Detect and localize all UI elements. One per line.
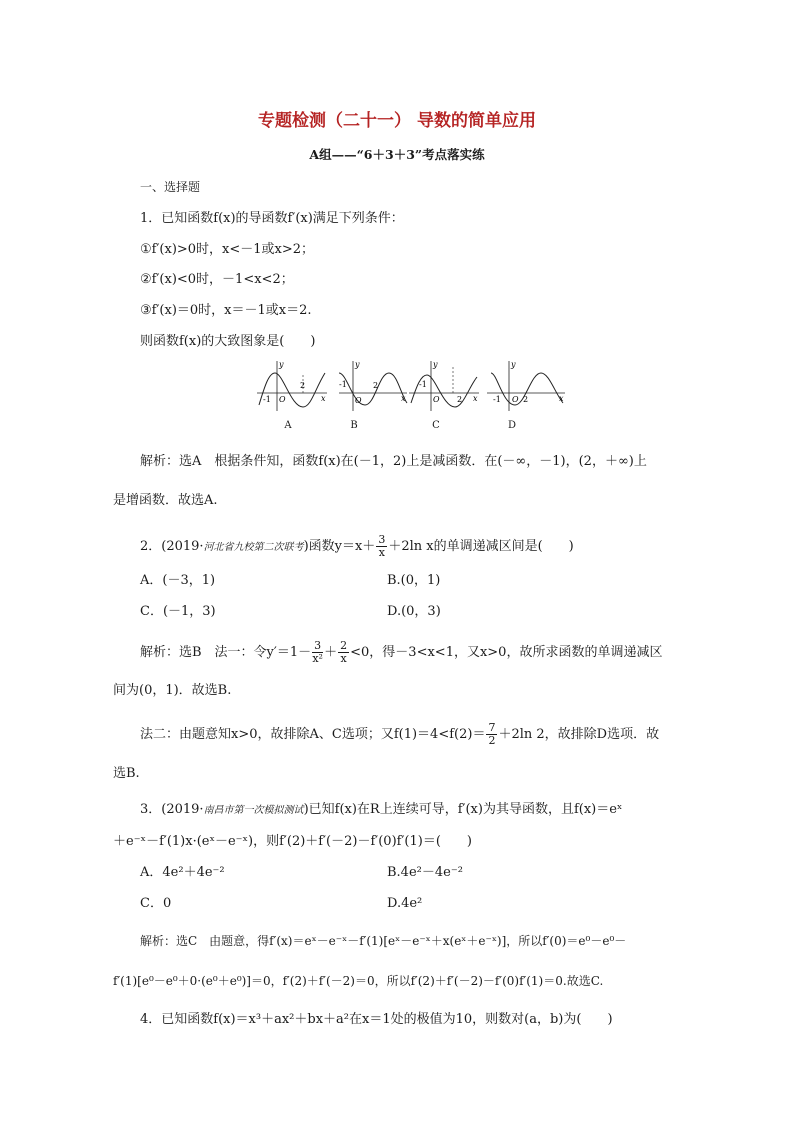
graph-d-origin: O <box>512 395 519 404</box>
graph-d-y: y <box>511 360 516 369</box>
page-title: 专题检测（二十一） 导数的简单应用 <box>258 111 536 131</box>
page-subtitle: A组——“6＋3＋3”考点落实练 <box>309 147 485 162</box>
graph-d-neg1: -1 <box>493 395 501 404</box>
q3-analysis-line1: 解析：选C 由题意，得f′(x)＝eˣ－e⁻ˣ－f′(1)[eˣ－e⁻ˣ＋x(eˣ＋e⁻ˣ)]，所以f′(0)＝e⁰－e⁰－ <box>140 934 627 948</box>
q1-stem: 1．已知函数f(x)的导函数f′(x)满足下列条件： <box>140 211 404 226</box>
q2-analysis-method2: 法二：由题意知x>0，故排除A、C选项；又f(1)＝4<f(2)＝ $\frac{7}{2}$ ＋2ln 2，故排除D选项．故 <box>140 721 660 747</box>
graph-b-x: x <box>401 394 406 403</box>
graph-a-two: 2 <box>300 381 306 390</box>
graph-d <box>487 360 565 411</box>
q2-stem-b: ＋2ln x的单调递减区间是( ) <box>388 539 574 554</box>
q2-option-c: C．(－1，3) <box>140 604 216 619</box>
graph-b <box>339 360 407 411</box>
graph-a <box>257 360 327 411</box>
q2-option-d: D.(0，3) <box>387 604 441 619</box>
q1-condition-1: ①f′(x)>0时，x<－1或x>2； <box>140 242 315 257</box>
q1-graphs <box>255 355 575 415</box>
graph-a-x: x <box>321 394 326 403</box>
q1-condition-3: ③f′(x)＝0时，x＝－1或x＝2. <box>140 303 312 318</box>
q1-analysis-line2: 是增函数．故选A. <box>113 493 218 508</box>
graph-d-x: x <box>559 394 564 403</box>
graph-a-origin: O <box>279 395 286 404</box>
graph-label-b: B <box>350 420 358 431</box>
q2-analysis-method2-line2: 选B. <box>113 766 140 781</box>
graph-label-d: D <box>507 420 517 431</box>
q3-analysis-line2: f′(1)[e⁰－e⁰＋0·(e⁰＋e⁰)]＝0，f′(2)＋f′(－2)＝0，所以f′(2)＋f′(－2)－f′(0)f′(1)＝0.故选C. <box>113 974 604 988</box>
q2-fraction: $\frac{3}{x}$ <box>378 533 386 559</box>
q1-analysis-line1: 解析：选A 根据条件知，函数f(x)在(－1，2)上是减函数．在(－∞，－1)，(2，＋∞)上 <box>140 454 647 469</box>
graph-c-x: x <box>473 394 478 403</box>
graph-c-two: 2 <box>457 395 463 404</box>
q2-option-a: A．(－3，1) <box>140 573 216 588</box>
graph-b-y: y <box>355 360 360 369</box>
graph-c-origin: O <box>433 395 440 404</box>
graph-b-two: 2 <box>373 381 379 390</box>
q2-analysis-line1: 解析：选B 法一：令y′＝1－ $\frac{3}{\text{x²}}$ ＋ $\frac{2}{x}$ <0，得－3<x<1，又x>0，故所求函数的单调递减区 <box>140 639 663 665</box>
q3-option-c: C．0 <box>140 896 172 911</box>
graph-a-neg1: -1 <box>263 395 271 404</box>
q2-option-b: B.(0，1) <box>387 573 441 588</box>
graph-b-neg1: -1 <box>339 380 347 389</box>
q4-stem: 4．已知函数f(x)＝x³＋ax²＋bx＋a²在x＝1处的极值为10，则数对(a，b)为( ) <box>140 1012 613 1027</box>
q2-stem-a: )函数y＝x＋ <box>303 539 376 554</box>
graph-label-a: A <box>284 420 292 431</box>
q3-stem-line1: 3．(2019·南昌市第一次模拟测试)已知f(x)在R上连续可导，f′(x)为其导函数，且f(x)＝eˣ <box>140 802 623 817</box>
graph-a-y: y <box>279 360 284 369</box>
q1-condition-2: ②f′(x)<0时，－1<x<2； <box>140 272 294 287</box>
q2-stem <box>140 534 574 559</box>
graph-b-origin: O <box>355 396 362 405</box>
q2-num: 2．(2019· <box>140 539 204 554</box>
graph-label-c: C <box>432 420 440 431</box>
q3-source: 南昌市第一次模拟测试 <box>203 805 304 816</box>
q1-ask: 则函数f(x)的大致图象是( ) <box>140 334 316 349</box>
q3-option-a: A．4e²＋4e⁻² <box>140 865 225 880</box>
graph-d-two: 2 <box>523 395 529 404</box>
q3-stem-line2: ＋e⁻ˣ－f′(1)x·(eˣ－e⁻ˣ)，则f′(2)＋f′(－2)－f′(0)f′(1)＝( ) <box>113 834 472 849</box>
q2-analysis-line2: 间为(0，1)．故选B. <box>113 683 232 698</box>
q3-option-d: D.4e² <box>387 896 423 911</box>
section-heading: 一、选择题 <box>140 180 201 194</box>
q3-option-b: B.4e²－4e⁻² <box>387 865 463 880</box>
q2-source: 河北省九校第二次联考 <box>203 542 304 553</box>
graph-c <box>409 360 479 411</box>
graph-c-neg1: -1 <box>419 380 427 389</box>
graph-c-y: y <box>433 360 438 369</box>
